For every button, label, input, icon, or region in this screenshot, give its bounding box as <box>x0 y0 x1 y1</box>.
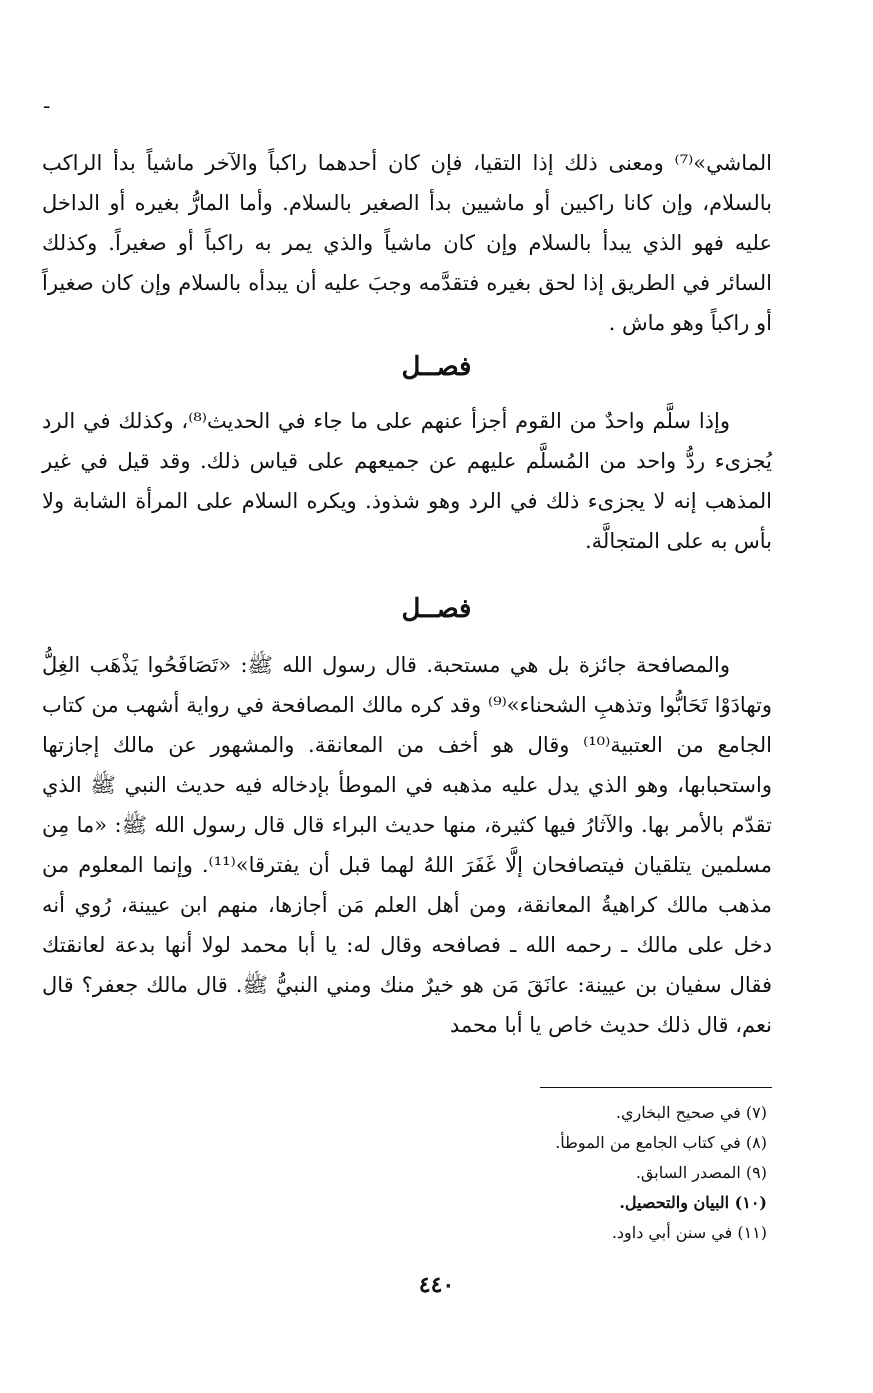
text-block-1 <box>42 143 772 343</box>
paragraph-1: الماشي»⁽⁷⁾ ومعنى ذلك إذا التقيا، فإن كان أحدهما راكباً والآخر ماشياً بدأ الراكب بالسلام، وإن كانا راكبين أو ماشيين بدأ الصغير بالسلام. وأما المارُّ بغيره أو الداخل عليه فهو الذي يبدأ بالسلام وإن كان ماشياً والذي يمر به راكباً أو صغيراً. وكذلك السائر في الطريق إذا لحق بغيره فتقدَّمه وجبَ عليه أن يبدأه بالسلام وإن كان صغيراً أو راكباً وهو ماش . <box>42 151 772 335</box>
footnotes <box>367 1098 767 1248</box>
paragraph-3: والمصافحة جائزة بل هي مستحبة. قال رسول الله ﷺ: «تَصَافَحُوا يَذْهَب الغِلُّ وتهادَوْا تَحَابُّوا وتذهبِ الشحناء»⁽⁹⁾ وقد كره مالك المصافحة في رواية أشهب من كتاب الجامع من العتبية⁽¹⁰⁾ وقال هو أخف من المعانقة. والمشهور عن مالك إجازتها واستحبابها، وهو الذي يدل عليه مذهبه في الموطأ بإدخاله فيه حديث النبي ﷺ الذي تقدّم بالأمر بها. والآثارُ فيها كثيرة، منها حديث البراء قال قال رسول الله ﷺ: «ما مِن مسلمين يتلقيان فيتصافحان إلَّا غَفَرَ اللهُ لهما قبل أن يفترقا»⁽¹¹⁾. وإنما المعلوم من مذهب مالك كراهيةُ المعانقة، ومن أهل العلم مَن أجازها، منهم ابن عيينة، رُوي أنه دخل على مالك ـ رحمه الله ـ فصافحه وقال له: يا أبا محمد لولا أنها بدعة لعانقتك فقال سفيان بن عيينة: عانَقَ مَن هو خيرٌ منك ومني النبيُّ ﷺ. قال مالك جعفر؟ قال نعم، قال ذلك حديث خاص يا أبا محمد <box>42 653 772 1037</box>
footnote-11: (١١) في سنن أبي داود. <box>611 1223 767 1242</box>
footnote-8: (٨) في كتاب الجامع من الموطأ. <box>555 1133 767 1152</box>
footnote-10: (١٠) البيان والتحصيل. <box>619 1193 767 1212</box>
footnote-7: (٧) في صحيح البخاري. <box>615 1103 767 1122</box>
section-heading-1: فصــل <box>401 352 472 382</box>
text-block-2 <box>42 401 772 561</box>
footnote-divider <box>540 1087 772 1088</box>
footnote-9: (٩) المصدر السابق. <box>635 1163 767 1182</box>
stray-mark: ـ <box>44 92 50 113</box>
text-block-3 <box>42 645 772 1045</box>
page-number: ٤٤٠ <box>418 1272 455 1298</box>
paragraph-2: وإذا سلَّم واحدٌ من القوم أجزأ عنهم على ما جاء في الحديث⁽⁸⁾، وكذلك في الرد يُجزىء ردُّ واحد من المُسلَّم عليهم عن جميعهم على قياس ذلك. وقد قيل في غير المذهب إنه لا يجزىء ذلك في الرد وهو شذوذ. ويكره السلام على المرأة الشابة ولا بأس به على المتجالَّة. <box>42 409 772 553</box>
section-heading-2: فصــل <box>401 594 472 624</box>
